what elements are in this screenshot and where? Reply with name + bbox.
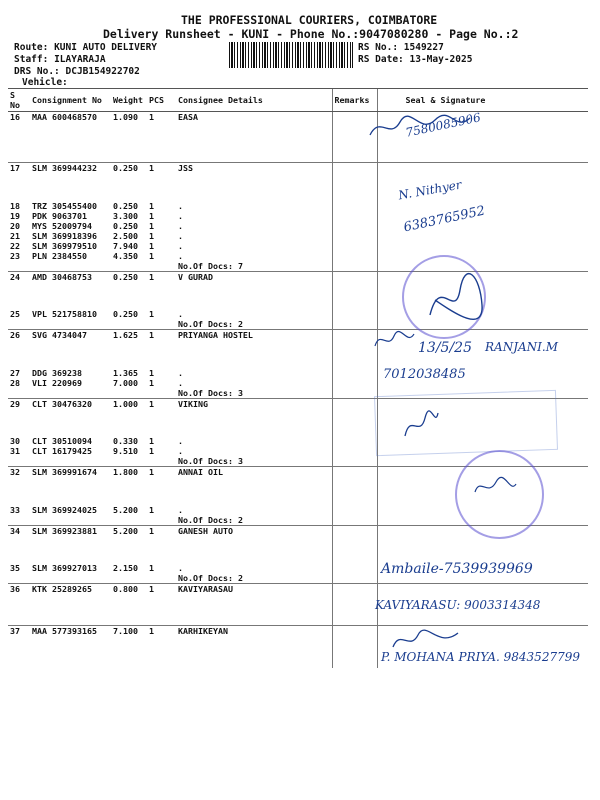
- handwritten-phone-3: 7012038485: [383, 367, 466, 382]
- docs-count: No.Of Docs: 2: [178, 514, 243, 525]
- staff-line: [14, 54, 106, 65]
- route-value: KUNI AUTO DELIVERY: [54, 42, 158, 53]
- company-title: THE PROFESSIONAL COURIERS, COIMBATORE: [181, 13, 438, 27]
- rs-no-label: RS No.:: [358, 42, 399, 53]
- docs-count: No.Of Docs: 3: [178, 387, 243, 398]
- drs-line: [14, 66, 140, 77]
- docs-count: No.Of Docs: 2: [178, 319, 243, 329]
- staff-value: ILAYARAJA: [54, 54, 106, 65]
- table-row: 25 VPL 521758810 0.250 1 .: [8, 309, 588, 319]
- handwritten-name-2: N. Nithyer: [397, 177, 463, 203]
- col-consignee: Consignee Details: [176, 89, 332, 112]
- route-label: Route:: [14, 42, 49, 53]
- col-signature: Seal & Signature: [377, 89, 588, 112]
- col-remarks: Remarks: [332, 89, 377, 112]
- table-row: 19 PDK 9063701 3.300 1 .: [8, 211, 588, 221]
- table-row: 28 VLI 220969 7.000 1 .: [8, 378, 588, 388]
- table-row: 32 SLM 369991674 1.800 1 ANNAI OIL: [8, 467, 588, 505]
- table-row: 16 MAA 600468570 1.090 1 EASA: [8, 112, 588, 163]
- rs-date-line: [358, 54, 472, 65]
- table-row: 35 SLM 369927013 2.150 1 .: [8, 563, 588, 573]
- col-sno: S No: [8, 89, 30, 112]
- runsheet-title: Delivery Runsheet - KUNI - Phone No.:9047080280 - Page No.:2: [103, 27, 519, 41]
- col-consignment: Consignment No: [30, 89, 111, 112]
- docs-count: No.Of Docs: 7: [178, 260, 243, 271]
- rs-no-line: [358, 42, 444, 53]
- route-line: [14, 42, 157, 53]
- rs-date-value: 13-May-2025: [409, 54, 473, 65]
- table-row: 33 SLM 369924025 5.200 1 .: [8, 505, 588, 515]
- table-row: 23 PLN 2384550 4.350 1 .: [8, 251, 588, 261]
- barcode-image: [229, 42, 353, 68]
- drs-label: DRS No.:: [14, 66, 60, 77]
- handwritten-date: 13/5/25: [418, 340, 472, 356]
- col-weight: Weight: [111, 89, 147, 112]
- runsheet-table: [8, 88, 588, 668]
- table-header-row: [8, 89, 588, 112]
- table-row: 24 AMD 30468753 0.250 1 V GURAD: [8, 271, 588, 309]
- table-row: 18 TRZ 305455400 0.250 1 .: [8, 201, 588, 211]
- seal-stamp-icon: [402, 255, 486, 339]
- docs-row: [8, 261, 588, 272]
- vehicle-label: Vehicle:: [22, 77, 68, 88]
- company-stamp-icon: [374, 390, 558, 456]
- handwritten-name-3: RANJANI.M: [485, 340, 559, 354]
- handwritten-phone-2: 6383765952: [402, 203, 487, 236]
- col-pcs: PCS: [147, 89, 176, 112]
- table-row: 37 MAA 577393165 7.100 1 KARHIKEYAN: [8, 626, 588, 668]
- drs-value: DCJB154922702: [65, 66, 140, 77]
- table-row: 21 SLM 369918396 2.500 1 .: [8, 231, 588, 241]
- table-row: 26 SVG 4734047 1.625 1 PRIYANGA HOSTEL: [8, 330, 588, 368]
- table-row: 22 SLM 369979510 7.940 1 .: [8, 241, 588, 251]
- table-row: 36 KTK 25289265 0.800 1 KAVIYARASAU: [8, 584, 588, 626]
- table-row: 17 SLM 369944232 0.250 1 JSS: [8, 163, 588, 201]
- table-row: 27 DDG 369238 1.365 1 .: [8, 368, 588, 378]
- docs-row: [8, 319, 588, 330]
- seal-stamp-icon: [455, 450, 544, 539]
- handwritten-phone-5: KAVIYARASU: 9003314348: [375, 598, 541, 612]
- table-row: 34 SLM 369923881 5.200 1 GANESH AUTO: [8, 525, 588, 563]
- rs-date-label: RS Date:: [358, 54, 404, 65]
- handwritten-phone-6: P. MOHANA PRIYA. 9843527799: [381, 650, 580, 664]
- table-row: 31 CLT 16179425 9.510 1 .: [8, 446, 588, 456]
- table-row: 30 CLT 30510094 0.330 1 .: [8, 436, 588, 446]
- handwritten-phone-1: 7580085906: [404, 110, 482, 140]
- docs-count: No.Of Docs: 2: [178, 573, 243, 583]
- docs-count: No.Of Docs: 3: [178, 456, 243, 466]
- table-row: 20 MYS 52009794 0.250 1 .: [8, 221, 588, 231]
- table-row: 29 CLT 30476320 1.000 1 VIKING: [8, 398, 588, 436]
- staff-label: Staff:: [14, 54, 49, 65]
- handwritten-phone-4: Ambaile-7539939969: [381, 561, 533, 577]
- rs-no-value: 1549227: [403, 42, 444, 53]
